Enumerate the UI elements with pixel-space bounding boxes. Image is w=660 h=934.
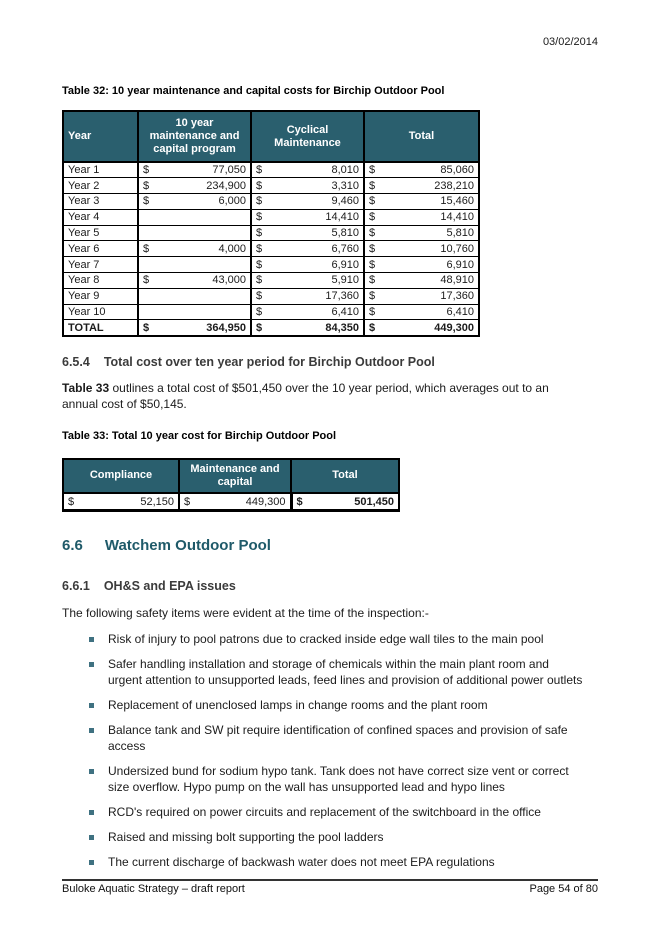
total-label: TOTAL [63, 320, 138, 336]
amount: 449,300 [245, 495, 286, 508]
amount: 6,910 [331, 258, 359, 271]
amount: 6,410 [446, 306, 474, 319]
amount: 6,910 [446, 258, 474, 271]
amount: 3,310 [331, 179, 359, 192]
currency-sign: $ [256, 321, 263, 334]
currency-sign: $ [369, 164, 376, 177]
list-item-text: Safer handling installation and storage of chemicals within the main plant room and urgent attention to unsupported leads, feed lines and provision of additional power outlets [108, 656, 583, 687]
table-row [63, 304, 479, 320]
list-item [62, 854, 586, 870]
bullet-square-icon [89, 860, 94, 865]
list-item [62, 763, 586, 795]
amount: 14,410 [325, 211, 359, 224]
table32-header-row [63, 111, 479, 162]
currency-sign: $ [143, 321, 150, 334]
footer-document-title: Buloke Aquatic Strategy – draft report [62, 883, 245, 895]
currency-sign: $ [369, 306, 376, 319]
currency-sign: $ [256, 227, 263, 240]
list-item [62, 829, 586, 845]
year-label: Year 4 [63, 209, 138, 225]
year-label: Year 6 [63, 241, 138, 257]
table32-total-row [63, 320, 479, 336]
table33 [62, 458, 400, 513]
bullet-square-icon [89, 728, 94, 733]
currency-sign: $ [256, 195, 263, 208]
currency-sign: $ [256, 179, 263, 192]
currency-sign: $ [369, 274, 376, 287]
currency-sign: $ [369, 195, 376, 208]
table33-col-maintenance: Maintenance and capital [179, 459, 291, 493]
currency-sign: $ [143, 179, 150, 192]
list-item [62, 722, 586, 754]
list-item-text: Risk of injury to pool patrons due to cracked inside edge wall tiles to the main pool [108, 631, 544, 646]
currency-sign: $ [296, 495, 303, 508]
bullet-square-icon [89, 769, 94, 774]
amount: 10,760 [440, 242, 474, 255]
year-label: Year 2 [63, 178, 138, 194]
currency-sign: $ [256, 306, 263, 319]
amount: 364,950 [206, 321, 246, 334]
currency-sign: $ [256, 290, 263, 303]
currency-sign: $ [256, 258, 263, 271]
currency-sign: $ [143, 274, 150, 287]
bullet-square-icon [89, 637, 94, 642]
table-row [63, 273, 479, 289]
table32-col-year: Year [63, 111, 138, 162]
section-heading-661 [62, 579, 598, 593]
bullet-square-icon [89, 835, 94, 840]
list-item-text: Undersized bund for sodium hypo tank. Tank does not have correct size vent or correct size overflow. Hypo pump on the wall has unsupported lead and hypo lines [108, 763, 569, 794]
currency-sign: $ [256, 274, 263, 287]
table32-col-cyclical: Cyclical Maintenance [251, 111, 364, 162]
table32 [62, 110, 480, 337]
table-row [63, 209, 479, 225]
year-label: Year 1 [63, 162, 138, 178]
year-label: Year 10 [63, 304, 138, 320]
currency-sign: $ [256, 164, 263, 177]
amount: 6,760 [331, 242, 359, 255]
section-title: OH&S and EPA issues [103, 579, 236, 594]
table-row [63, 225, 479, 241]
page-footer [62, 879, 598, 895]
currency-sign: $ [369, 290, 376, 303]
amount: 17,360 [325, 290, 359, 303]
year-label: Year 9 [63, 288, 138, 304]
currency-sign: $ [256, 242, 263, 255]
currency-sign: $ [369, 242, 376, 255]
year-label: Year 3 [63, 194, 138, 210]
section-number: 6.5.4 [62, 354, 90, 369]
amount: 238,210 [434, 179, 474, 192]
list-item-text: Replacement of unenclosed lamps in change rooms and the plant room [108, 697, 488, 712]
list-item-text: RCD's required on power circuits and replacement of the switchboard in the office [108, 804, 541, 819]
currency-sign: $ [369, 227, 376, 240]
amount: 84,350 [325, 321, 359, 334]
list-item [62, 656, 586, 688]
currency-sign: $ [184, 495, 191, 508]
amount: 5,810 [331, 227, 359, 240]
table-row [63, 288, 479, 304]
amount: 17,360 [440, 290, 474, 303]
amount: 501,450 [354, 495, 394, 508]
list-item [62, 631, 586, 647]
amount: 4,000 [218, 242, 246, 255]
currency-sign: $ [143, 242, 150, 255]
amount: 43,000 [212, 274, 246, 287]
amount: 234,900 [206, 179, 246, 192]
table33-col-compliance: Compliance [63, 459, 179, 493]
paragraph-total-cost [62, 380, 586, 413]
amount: 14,410 [440, 211, 474, 224]
table-row [63, 257, 479, 273]
table-row [63, 194, 479, 210]
currency-sign: $ [369, 258, 376, 271]
currency-sign: $ [369, 321, 376, 334]
bullet-square-icon [89, 662, 94, 667]
safety-items-list [62, 631, 598, 870]
amount: 52,150 [140, 495, 174, 508]
amount: 9,460 [331, 195, 359, 208]
table33-reference: Table 33 [62, 380, 110, 395]
intro-paragraph: The following safety items were evident at the time of the inspection:- [62, 606, 429, 621]
section-heading-654 [62, 355, 598, 369]
table33-caption: Table 33: Total 10 year cost for Birchip Outdoor Pool [62, 429, 337, 442]
amount: 85,060 [440, 164, 474, 177]
amount: 15,460 [440, 195, 474, 208]
table33-header-row [63, 459, 399, 493]
table32-col-maintenance: 10 year maintenance and capital program [138, 111, 251, 162]
bullet-square-icon [89, 810, 94, 815]
section-number: 6.6.1 [62, 579, 90, 594]
amount: 6,000 [218, 195, 246, 208]
list-item [62, 804, 586, 820]
year-label: Year 8 [63, 273, 138, 289]
list-item-text: Raised and missing bolt supporting the pool ladders [108, 829, 384, 844]
table33-data-row [63, 493, 399, 511]
amount: 48,910 [440, 274, 474, 287]
amount: 77,050 [212, 164, 246, 177]
table32-caption: Table 32: 10 year maintenance and capital costs for Birchip Outdoor Pool [62, 85, 445, 97]
bullet-square-icon [89, 703, 94, 708]
amount: 8,010 [331, 164, 359, 177]
section-number: 6.6 [62, 537, 83, 555]
list-item-text: Balance tank and SW pit require identification of confined spaces and provision of safe access [108, 722, 568, 753]
year-label: Year 7 [63, 257, 138, 273]
table-row [63, 241, 479, 257]
currency-sign: $ [143, 164, 150, 177]
footer-page-number: Page 54 of 80 [529, 883, 598, 895]
currency-sign: $ [369, 211, 376, 224]
year-label: Year 5 [63, 225, 138, 241]
table-row [63, 162, 479, 178]
table32-col-total: Total [364, 111, 479, 162]
currency-sign: $ [369, 179, 376, 192]
amount: 6,410 [331, 306, 359, 319]
amount: 5,810 [446, 227, 474, 240]
header-date: 03/02/2014 [542, 36, 598, 48]
section-title: Total cost over ten year period for Birchip Outdoor Pool [103, 354, 435, 369]
currency-sign: $ [256, 211, 263, 224]
table-row [63, 178, 479, 194]
amount: 5,910 [331, 274, 359, 287]
list-item [62, 697, 586, 713]
paragraph-text: outlines a total cost of $501,450 over the 10 year period, which averages out to an annual cost of $50,145. [62, 380, 549, 412]
amount: 449,300 [434, 321, 474, 334]
currency-sign: $ [68, 495, 75, 508]
list-item-text: The current discharge of backwash water does not meet EPA regulations [108, 854, 495, 869]
table33-col-total: Total [291, 459, 399, 493]
currency-sign: $ [143, 195, 150, 208]
section-heading-66 [62, 537, 598, 554]
section-title: Watchem Outdoor Pool [104, 537, 271, 555]
